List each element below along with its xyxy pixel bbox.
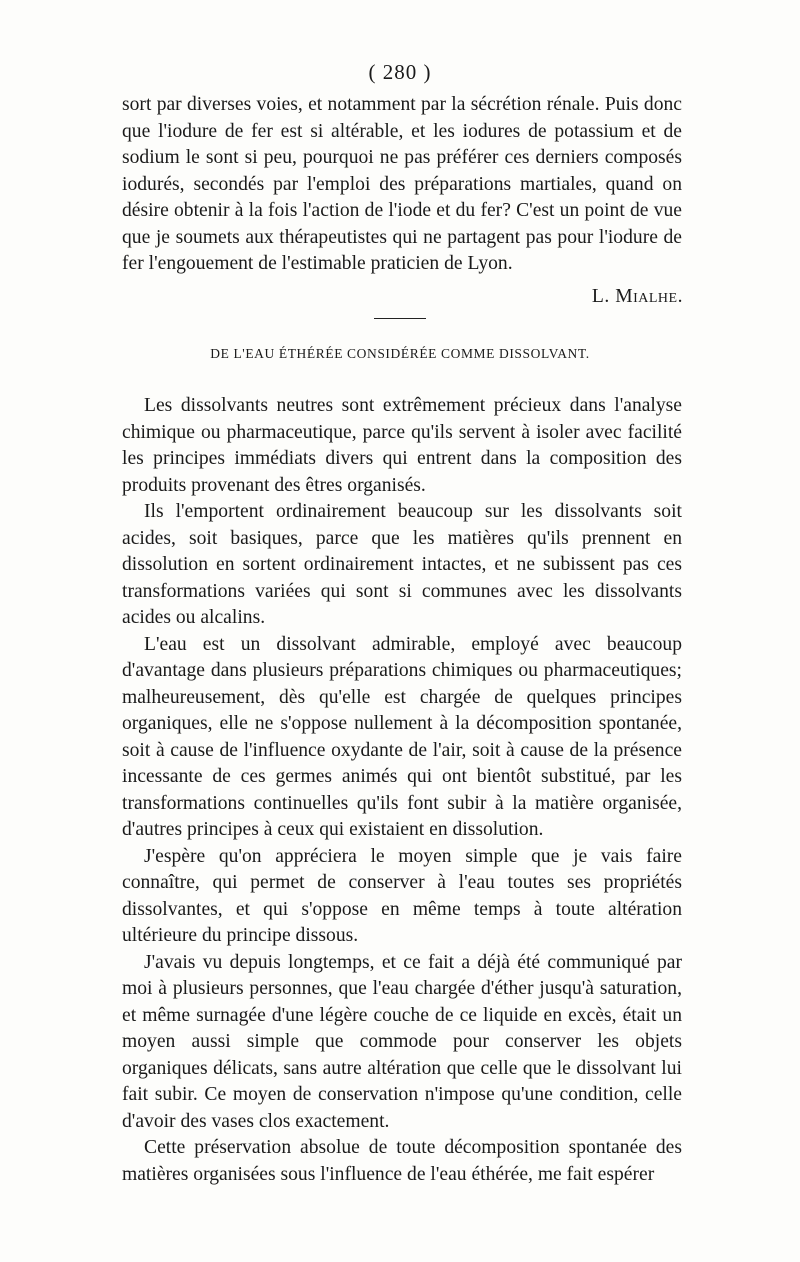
body-paragraph-3: L'eau est un dissolvant admirable, employé avec beaucoup d'avantage dans plusieurs préparations chimiques ou pharmaceutiques; malheureusement, dès qu'elle est chargée de quelques principes organiques, elle ne s'oppose nullement à la décomposition spontanée, soit à cause de l'influence oxydante de l'air, soit à cause de la présence incessante de ces germes animés qui ont bientôt substitué, par les transformations continuelles qu'ils font subir à la matière organisée, d'autres principes à ceux qui existaient en dissolution.: [122, 633, 682, 840]
body-paragraph-2: Ils l'emportent ordinairement beaucoup sur les dissolvants soit acides, soit basiques, parce que les matières qu'ils prennent en dissolution en sortent ordinairement intactes, et ne subissent pas ces transformations variées qui sont si communes avec les dissolvants acides ou alcalins.: [122, 501, 682, 628]
body-paragraph-5: J'avais vu depuis longtemps, et ce fait a déjà été communiqué par moi à plusieurs personnes, que l'eau chargée d'éther jusqu'à saturation, et même surnagée d'une légère couche de ce liquide en excès, était un moyen aussi simple que commode pour conserver les objets organiques délicats, sans autre altération que celle que le dissolvant lui fait subir. Ce moyen de conservation n'impose qu'une condition, celle d'avoir des vases clos exactement.: [122, 951, 682, 1132]
page-number: ( 280 ): [368, 60, 432, 84]
body-paragraph-1: Les dissolvants neutres sont extrêmement précieux dans l'analyse chimique ou pharmaceutique, parce qu'ils servent à isoler avec facilité les principes immédiats divers qui entrent dans la composition des produits provenant des êtres organisés.: [122, 395, 682, 496]
continued-paragraph: sort par diverses voies, et notamment par la sécrétion rénale. Puis donc que l'iodure de fer est si altérable, et les iodures de potassium et de sodium le sont si peu, pourquoi ne pas préférer ces derniers composés iodurés, secondés par l'emploi des préparations martiales, quand on désire obtenir à la fois l'action de l'iode et du fer? C'est un point de vue que je soumets aux thérapeutistes qui ne partagent pas pour l'iodure de fer l'engouement de l'estimable praticien de Lyon.: [122, 94, 682, 274]
body-paragraph-6: Cette préservation absolue de toute décomposition spontanée des matières organisées sous l'influence de l'eau éthérée, me fait espérer: [122, 1137, 682, 1185]
section-divider: [374, 318, 426, 319]
article-body: [122, 393, 682, 1188]
author-signature: [592, 286, 683, 308]
top-text-block: [122, 92, 682, 278]
signature-name: Mialhe.: [615, 286, 683, 307]
body-paragraph-4: J'espère qu'on appréciera le moyen simple que je vais faire connaître, qui permet de conserver à l'eau toutes ses propriétés dissolvantes, et qui s'oppose en même temps à toute altération ultérieure du principe dissous.: [122, 845, 682, 946]
section-heading: DE L'EAU ÉTHÉRÉE CONSIDÉRÉE COMME DISSOLVANT.: [210, 346, 590, 361]
signature-initial: L.: [591, 286, 610, 307]
